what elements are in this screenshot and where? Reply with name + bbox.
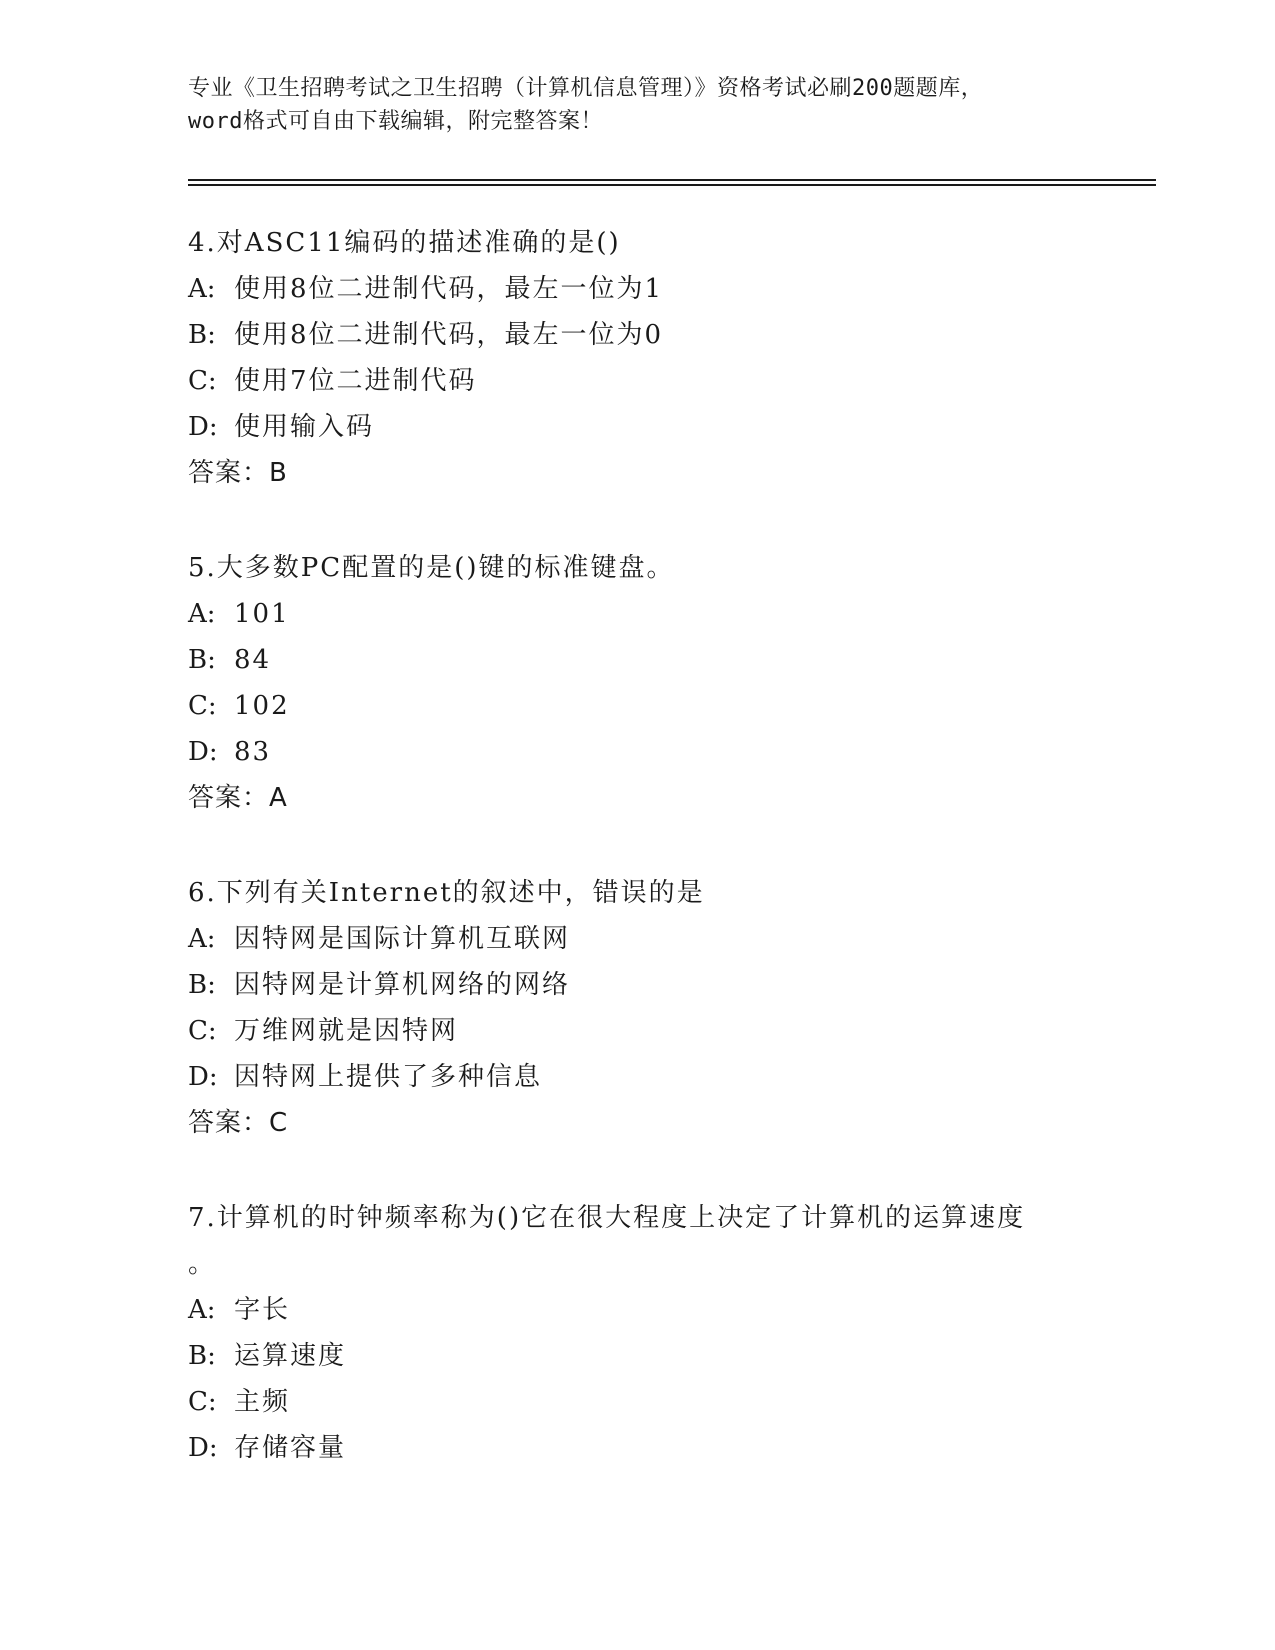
- option-text: 使用8位二进制代码，最左一位为0: [234, 320, 664, 350]
- answer: 答案：B: [188, 458, 288, 488]
- option-text: 因特网是计算机网络的网络: [234, 970, 571, 1000]
- question-stem: 7.计算机的时钟频率称为()它在很大程度上决定了计算机的运算速度: [188, 1203, 1026, 1233]
- option-key: A:: [188, 1295, 216, 1325]
- header-title-line-1: 专业《卫生招聘考试之卫生招聘（计算机信息管理）》资格考试必刷200题题库，: [188, 76, 984, 101]
- option-d: [188, 1054, 1088, 1100]
- option-key: B:: [188, 970, 216, 1000]
- option-text: 因特网是国际计算机互联网: [234, 924, 571, 954]
- option-c: [188, 683, 1088, 729]
- header-title-line-2: word格式可自由下载编辑，附完整答案！: [188, 109, 603, 134]
- option-a: [188, 1287, 1088, 1333]
- option-d: [188, 729, 1088, 775]
- option-key: C:: [188, 691, 217, 721]
- answer: 答案：A: [188, 783, 288, 813]
- option-key: D:: [188, 412, 218, 442]
- option-text: 使用输入码: [234, 412, 375, 442]
- option-text: 使用8位二进制代码，最左一位为1: [234, 274, 664, 304]
- option-key: C:: [188, 366, 217, 396]
- option-c: [188, 358, 1088, 404]
- option-text: 83: [234, 737, 272, 767]
- option-text: 存储容量: [234, 1433, 347, 1463]
- option-text: 字长: [234, 1295, 291, 1325]
- option-key: D:: [188, 1433, 218, 1463]
- option-text: 使用7位二进制代码: [234, 366, 477, 396]
- option-text: 万维网就是因特网: [234, 1016, 459, 1046]
- option-text: 102: [234, 691, 290, 721]
- option-text: 主频: [234, 1387, 291, 1417]
- question-stem: 4.对ASC11编码的描述准确的是(): [188, 228, 621, 258]
- answer: 答案：C: [188, 1108, 289, 1138]
- question-stem-continuation: 。: [188, 1249, 217, 1279]
- option-d: [188, 404, 1088, 450]
- option-a: [188, 266, 1088, 312]
- option-b: [188, 962, 1088, 1008]
- option-text: 因特网上提供了多种信息: [234, 1062, 543, 1092]
- header-divider-bottom: [188, 184, 1156, 186]
- option-key: D:: [188, 1062, 218, 1092]
- option-text: 84: [234, 645, 272, 675]
- option-key: B:: [188, 320, 216, 350]
- option-c: [188, 1008, 1088, 1054]
- question-7: [188, 1195, 1088, 1471]
- option-b: [188, 1333, 1088, 1379]
- question-4: [188, 220, 1088, 496]
- question-5: [188, 545, 1088, 821]
- option-b: [188, 637, 1088, 683]
- option-key: A:: [188, 274, 216, 304]
- option-a: [188, 916, 1088, 962]
- option-a: [188, 591, 1088, 637]
- option-key: C:: [188, 1016, 217, 1046]
- option-b: [188, 312, 1088, 358]
- option-c: [188, 1379, 1088, 1425]
- header-divider-top: [188, 179, 1156, 181]
- question-stem: 6.下列有关Internet的叙述中，错误的是: [188, 878, 705, 908]
- question-stem: 5.大多数PC配置的是()键的标准键盘。: [188, 553, 675, 583]
- option-key: D:: [188, 737, 218, 767]
- question-6: [188, 870, 1088, 1146]
- option-text: 运算速度: [234, 1341, 347, 1371]
- option-d: [188, 1425, 1088, 1471]
- document-header: [188, 72, 1088, 138]
- option-key: B:: [188, 1341, 216, 1371]
- option-key: A:: [188, 599, 216, 629]
- option-key: C:: [188, 1387, 217, 1417]
- option-text: 101: [234, 599, 290, 629]
- option-key: A:: [188, 924, 216, 954]
- option-key: B:: [188, 645, 216, 675]
